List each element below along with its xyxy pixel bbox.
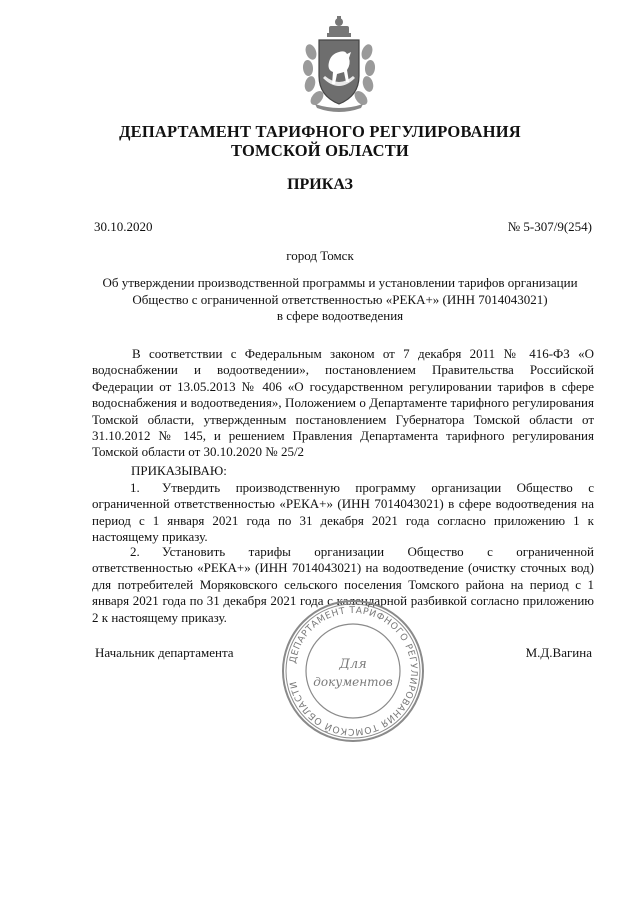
seal-center-line1: Для bbox=[339, 657, 367, 672]
order-item-1 bbox=[92, 480, 594, 546]
order-item-2-number: 2. bbox=[130, 544, 140, 559]
signatory-name: М.Д.Вагина bbox=[525, 645, 592, 660]
tomsk-region-coat-of-arms-icon bbox=[301, 16, 377, 112]
department-name-line2: ТОМСКОЙ ОБЛАСТИ bbox=[231, 141, 409, 160]
subject-line3: в сфере водоотведения bbox=[276, 308, 404, 323]
document-type-title: ПРИКАЗ bbox=[287, 176, 353, 193]
seal-center-line2: документов bbox=[313, 675, 393, 689]
department-name-line1: ДЕПАРТАМЕНТ ТАРИФНОГО РЕГУЛИРОВАНИЯ bbox=[119, 122, 521, 141]
order-item-1-text: Утвердить производственную программу организации Общество с ограниченной ответственностью «РЕКА+» (ИНН 7014043021) в сфере водоотведения на период с 1 января 2021 года по 31 декабря 2021 года согласно приложению 1 к настоящему приказу. bbox=[92, 480, 594, 545]
subject-line2: Общество с ограниченной ответственностью «РЕКА+» (ИНН 7014043021) bbox=[132, 291, 548, 307]
document-city: город Томск bbox=[286, 248, 354, 263]
preamble-paragraph: В соответствии с Федеральным законом от 7 декабря 2011 № 416-ФЗ «О водоснабжении и водоотведении», постановлением Правительства Российской Федерации от 13.05.2013 № 406 «О государственном регулировании тарифов в сфере водоснабжения и водоотведения», Положением о Департаменте тарифного регулирования Томской области, утвержденным постановлением Губернатора Томской области от 31.10.2012 № 145, и решением Правления Департамента тарифного регулирования Томской области от 30.10.2020 № 25/2 bbox=[92, 346, 594, 460]
document-date: 30.10.2020 bbox=[94, 219, 153, 234]
order-item-2-text: Установить тарифы организации Общество с ограниченной ответственностью «РЕКА+» (ИНН 7014043021) на водоотведение (очистку сточных вод) для потребителей Моряковского сельского поселения Томского района на период с 1 января 2021 года по 31 декабря 2021 года с календарной разбивкой согласно приложению 2 к настоящему приказу. bbox=[92, 544, 594, 625]
order-item-1-number: 1. bbox=[130, 480, 140, 495]
official-seal-stamp bbox=[280, 598, 426, 744]
signatory-position: Начальник департамента bbox=[95, 645, 234, 660]
order-word: ПРИКАЗЫВАЮ: bbox=[131, 463, 227, 478]
document-subject bbox=[80, 275, 600, 325]
document-number: № 5-307/9(254) bbox=[507, 219, 592, 234]
subject-line1: Об утверждении производственной программы и установлении тарифов организации bbox=[102, 275, 578, 290]
seal-ring-text: ДЕПАРТАМЕНТ ТАРИФНОГО РЕГУЛИРОВАНИЯ ТОМСКОЙ ОБЛАСТИ bbox=[287, 604, 420, 738]
